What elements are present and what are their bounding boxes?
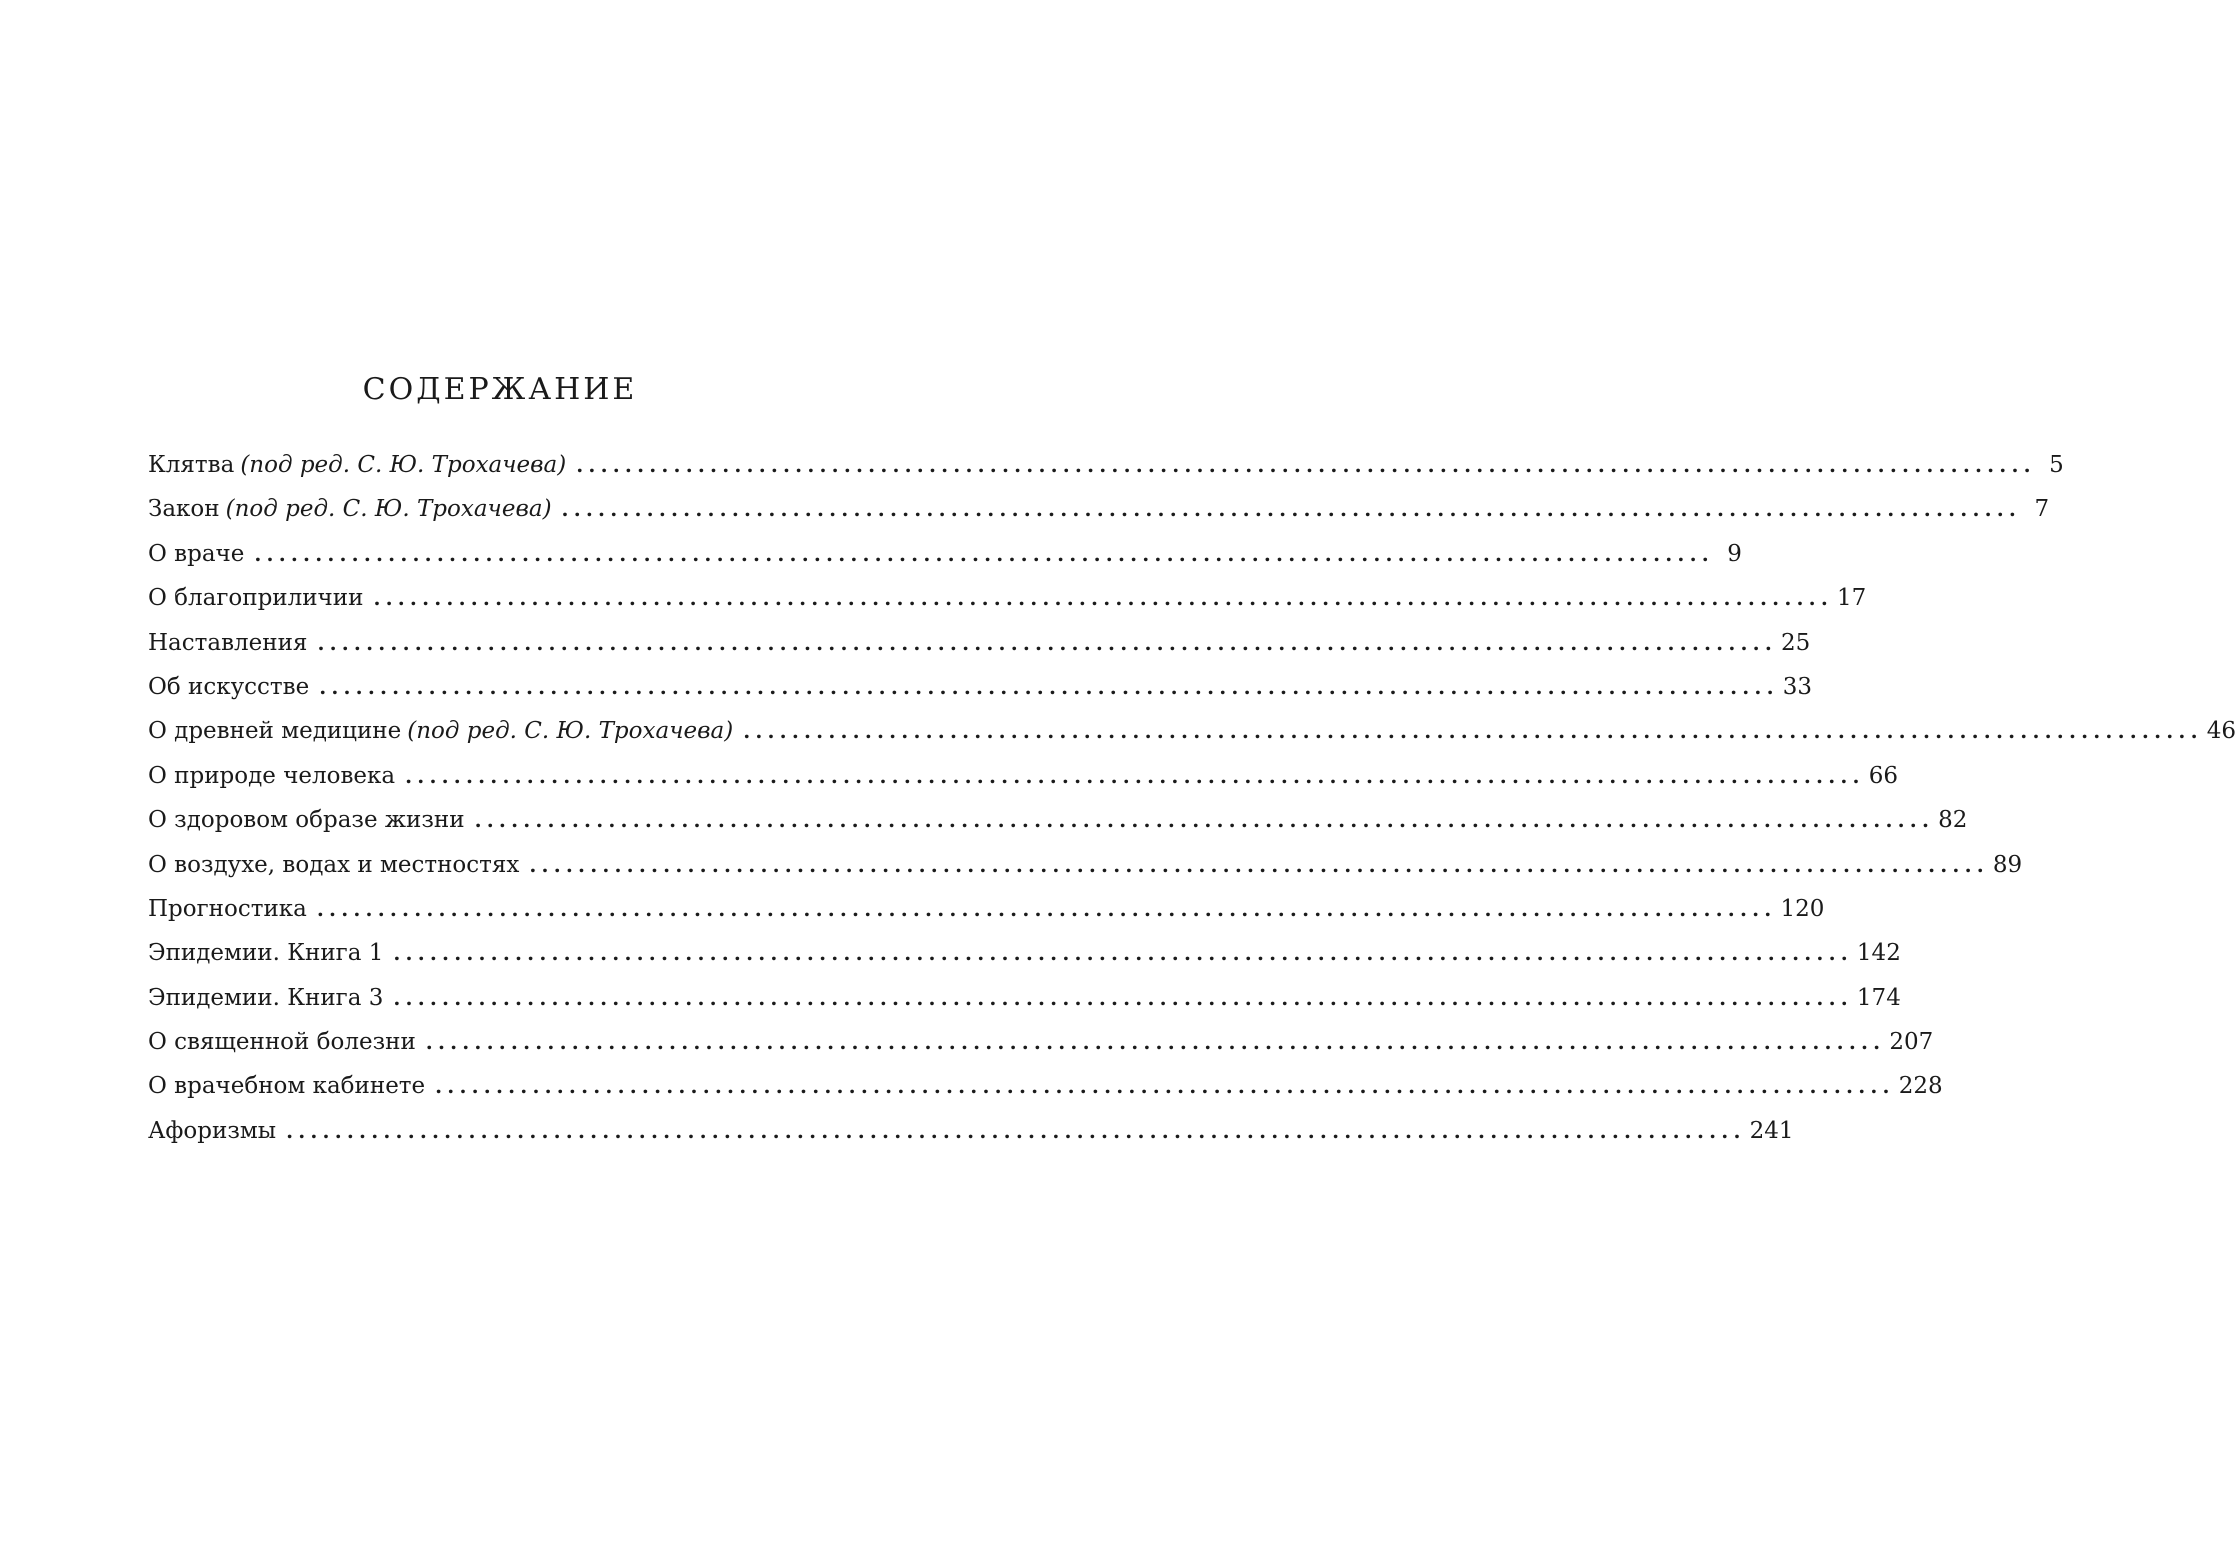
dot-leader: ........................................................................................................................: [319, 674, 1779, 699]
dot-leader: ........................................................................................................................: [393, 985, 1853, 1010]
toc-entry: [148, 489, 2050, 533]
dot-leader: ........................................................................................................................: [373, 586, 1833, 611]
toc-entry-title: Афоризмы: [148, 1117, 277, 1144]
toc-entry-title: О благоприличии: [148, 585, 364, 612]
toc-entry: [148, 578, 1867, 622]
dot-leader: ........................................................................................................................: [316, 896, 1777, 921]
toc-entry-page: 46: [2206, 718, 2236, 745]
dot-leader: ........................................................................................................................: [561, 497, 2022, 522]
toc-entry-page: 5: [2049, 452, 2064, 478]
toc-entry-title: О воздухе, водах и местностях: [148, 851, 520, 878]
toc-entry-title: Эпидемии. Книга 1: [148, 940, 384, 967]
toc-entry-page: 142: [1856, 940, 1901, 967]
toc-entry-page: 7: [2034, 496, 2050, 523]
toc-entry-note: (под ред. С. Ю. Трохачева): [225, 496, 552, 523]
toc-entry-page: 9: [1727, 540, 1742, 567]
dot-leader: ........................................................................................................................: [529, 852, 1989, 877]
toc-entry-title: О врачебном кабинете: [148, 1073, 426, 1100]
toc-entry-title: Наставления: [148, 629, 308, 656]
toc-entry: [148, 534, 1742, 578]
toc-entry-page: 66: [1868, 762, 1898, 789]
dot-leader: ........................................................................................................................: [254, 541, 1714, 566]
toc-entry-page: 17: [1836, 585, 1867, 612]
toc-entry-title: О здоровом образе жизни: [148, 807, 465, 834]
toc-entry-title: Эпидемии. Книга 3: [148, 984, 384, 1011]
toc-entry: [148, 933, 1901, 977]
toc-entry-title: Закон: [148, 496, 220, 523]
page-title: СОДЕРЖАНИЕ: [362, 372, 638, 407]
toc-entry-page: 207: [1889, 1029, 1934, 1056]
toc-entry-title: О священной болезни: [148, 1029, 416, 1056]
toc-entry-title: О враче: [148, 540, 245, 567]
toc-entry: [148, 845, 2023, 889]
toc-entry: [148, 711, 2236, 755]
toc-entry: [148, 800, 1968, 844]
toc-entry: [148, 1022, 1934, 1066]
toc-entry-page: 33: [1782, 673, 1813, 700]
toc-entry-title: Клятва: [148, 452, 235, 478]
toc-entry: [148, 623, 1811, 667]
toc-entry-page: 241: [1749, 1117, 1794, 1144]
toc-entry-title: О древней медицине: [148, 718, 402, 745]
dot-leader: ........................................................................................................................: [576, 453, 2036, 477]
dot-leader: ........................................................................................................................: [405, 763, 1865, 788]
dot-leader: ........................................................................................................................: [317, 630, 1777, 655]
toc-entry-title: О природе человека: [148, 762, 396, 789]
dot-leader: ........................................................................................................................: [425, 1030, 1886, 1055]
toc-entry-title: Об искусстве: [148, 673, 310, 700]
toc-entry: [148, 1066, 1943, 1110]
toc-entry: [148, 756, 1898, 800]
toc-entry-note: (под ред. С. Ю. Трохачева): [407, 718, 734, 745]
dot-leader: ........................................................................................................................: [474, 808, 1935, 833]
toc-entry-title: Прогностика: [148, 895, 307, 922]
toc-entry-page: 25: [1780, 629, 1811, 656]
table-of-contents: [148, 445, 2236, 1155]
dot-leader: ........................................................................................................................: [393, 941, 1853, 966]
toc-entry-page: 82: [1938, 807, 1968, 834]
toc-entry: [148, 889, 1825, 933]
toc-entry: [148, 978, 1901, 1022]
dot-leader: ........................................................................................................................: [743, 719, 2203, 744]
toc-entry-page: 228: [1898, 1073, 1943, 1100]
toc-entry: [148, 1111, 1794, 1155]
dot-leader: ........................................................................................................................: [435, 1074, 1895, 1099]
toc-entry-page: 120: [1780, 895, 1825, 922]
toc-entry: [148, 445, 2064, 489]
toc-entry: [148, 667, 1813, 711]
dot-leader: ........................................................................................................................: [286, 1118, 1746, 1143]
toc-entry-page: 174: [1856, 984, 1901, 1011]
toc-entry-page: 89: [1992, 851, 2023, 878]
toc-entry-note: (под ред. С. Ю. Трохачева): [240, 452, 567, 478]
